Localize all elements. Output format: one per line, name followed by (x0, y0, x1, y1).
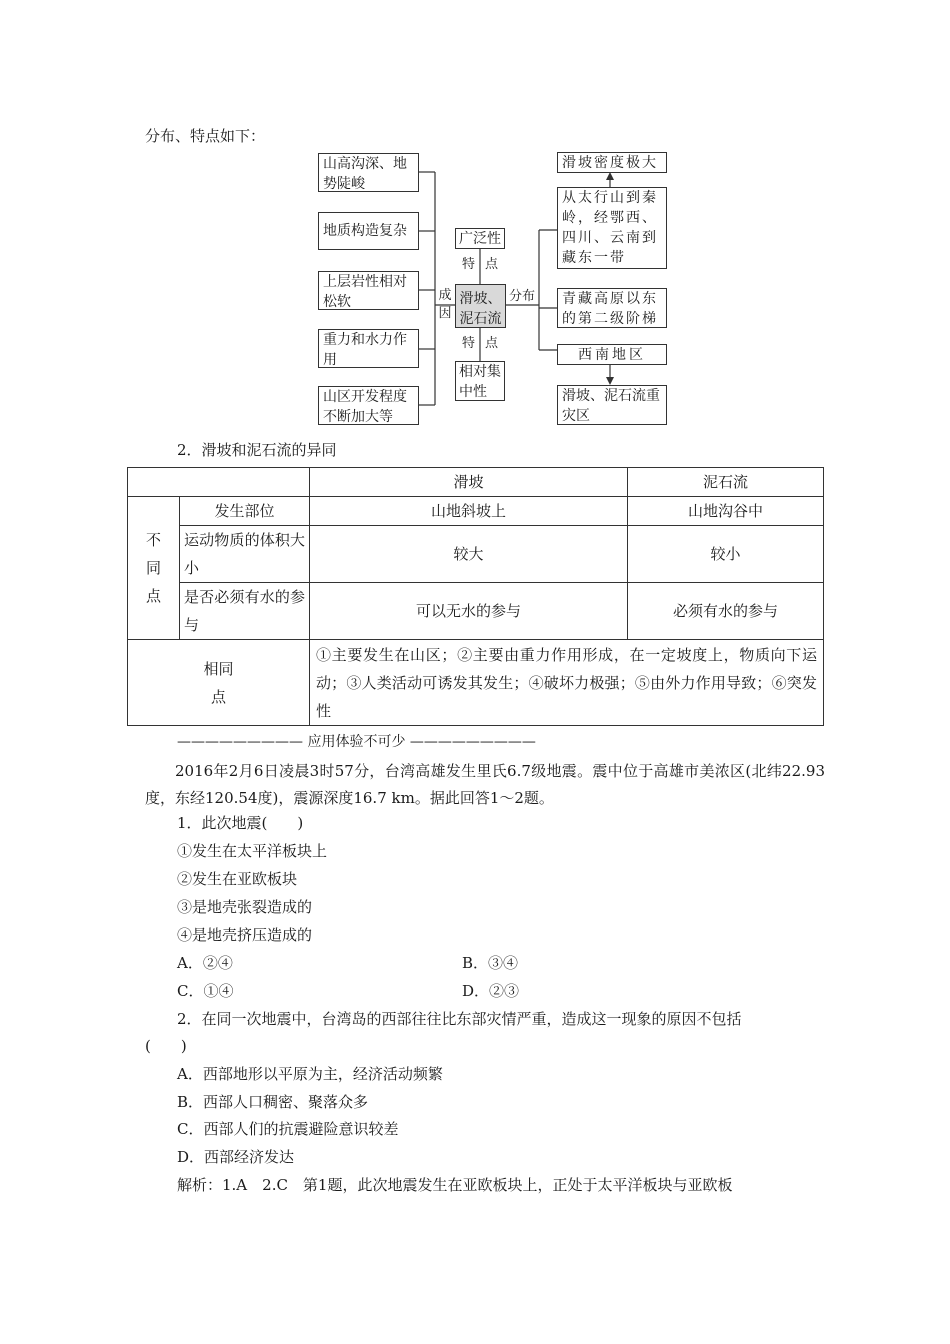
feature-concentrated-box: 相对集中性 (455, 361, 505, 401)
same-label: 相同点 (128, 640, 310, 726)
core-landslide-debris-box: 滑坡、泥石流 (455, 284, 506, 328)
q1-option-a[interactable]: A．②④ (177, 954, 233, 972)
q1-statement: ④是地壳挤压造成的 (177, 926, 313, 944)
row-landslide-value: 可以无水的参与 (310, 583, 628, 640)
q1-option-b[interactable]: B．③④ (462, 954, 519, 972)
header-debris-flow: 泥石流 (628, 468, 824, 497)
section-title: 2．滑坡和泥石流的异同 (177, 441, 337, 459)
feature-label-bottom: 特点 (462, 336, 509, 351)
table-row (128, 497, 824, 526)
q2-option-a[interactable]: A．西部地形以平原为主，经济活动频繁 (177, 1065, 443, 1083)
row-landslide-value: 山地斜坡上 (310, 497, 628, 526)
q2-stem-paren: ( ) (145, 1037, 187, 1055)
row-item: 发生部位 (180, 497, 310, 526)
q1-statement: ②发生在亚欧板块 (177, 870, 298, 888)
row-debris-value: 较小 (628, 526, 824, 583)
dist-belt-box: 从太行山到秦岭，经鄂西、四川、云南到藏东一带 (557, 187, 667, 269)
comparison-table (127, 467, 824, 726)
dist-severe-box: 滑坡、泥石流重灾区 (557, 385, 667, 425)
q1-option-c[interactable]: C．①④ (177, 982, 234, 1000)
row-item: 运动物质的体积大小 (180, 526, 310, 583)
q1-statement: ①发生在太平洋板块上 (177, 842, 328, 860)
q2-option-d[interactable]: D．西部经济发达 (177, 1148, 295, 1166)
feature-label-top: 特点 (462, 257, 509, 272)
row-landslide-value: 较大 (310, 526, 628, 583)
header-landslide: 滑坡 (310, 468, 628, 497)
q2-stem: 2．在同一次地震中，台湾岛的西部往往比东部灾情严重，造成这一现象的原因不包括 (177, 1010, 742, 1028)
intro-text: 分布、特点如下： (145, 127, 266, 145)
row-debris-value: 必须有水的参与 (628, 583, 824, 640)
q1-stem: 1．此次地震( ) (177, 814, 304, 832)
row-debris-value: 山地沟谷中 (628, 497, 824, 526)
cause-development-box: 山区开发程度不断加大等 (318, 386, 419, 425)
table-row (128, 583, 824, 640)
diff-label: 不同点 (128, 497, 180, 640)
q2-option-b[interactable]: B．西部人口稠密、聚落众多 (177, 1093, 369, 1111)
header-empty-cell (128, 468, 310, 497)
same-text: ①主要发生在山区；②主要由重力作用形成，在一定坡度上，物质向下运动；③人类活动可诱发其发生；④破坏力极强；⑤由外力作用导致；⑥突发性 (310, 640, 824, 726)
feature-widespread-box: 广泛性 (455, 228, 505, 249)
table-row-same (128, 640, 824, 726)
table-header-row (128, 468, 824, 497)
causes-label: 成因 (438, 288, 452, 321)
cause-rock-box: 上层岩性相对松软 (318, 271, 419, 310)
dist-second-step-box: 青藏高原以东的第二级阶梯 (557, 288, 667, 328)
q2-option-c[interactable]: C．西部人们的抗震避险意识较差 (177, 1120, 399, 1138)
section-separator: ————————— 应用体验不可少 ————————— (177, 734, 536, 750)
q1-option-d[interactable]: D．②③ (462, 982, 520, 1000)
cause-force-box: 重力和水力作用 (318, 329, 419, 368)
question-stem: 2016年2月6日凌晨3时57分，台湾高雄发生里氏6.7级地震。震中位于高雄市美浓区(北纬22.93度，东经120.54度)，震源深度16.7 km。据此回答1～2题。 (145, 762, 825, 807)
dist-density-box: 滑坡密度极大 (557, 152, 667, 173)
cause-terrain-box: 山高沟深、地势陡峻 (318, 153, 419, 192)
analysis-text: 解析：1.A 2.C 第1题，此次地震发生在亚欧板块上，正处于太平洋板块与亚欧板 (177, 1176, 733, 1194)
q1-statement: ③是地壳张裂造成的 (177, 898, 313, 916)
cause-geology-box: 地质构造复杂 (318, 212, 419, 250)
dist-southwest-box: 西南地区 (557, 344, 667, 365)
row-item: 是否必须有水的参与 (180, 583, 310, 640)
table-row (128, 526, 824, 583)
distribution-label: 分布 (509, 289, 536, 304)
